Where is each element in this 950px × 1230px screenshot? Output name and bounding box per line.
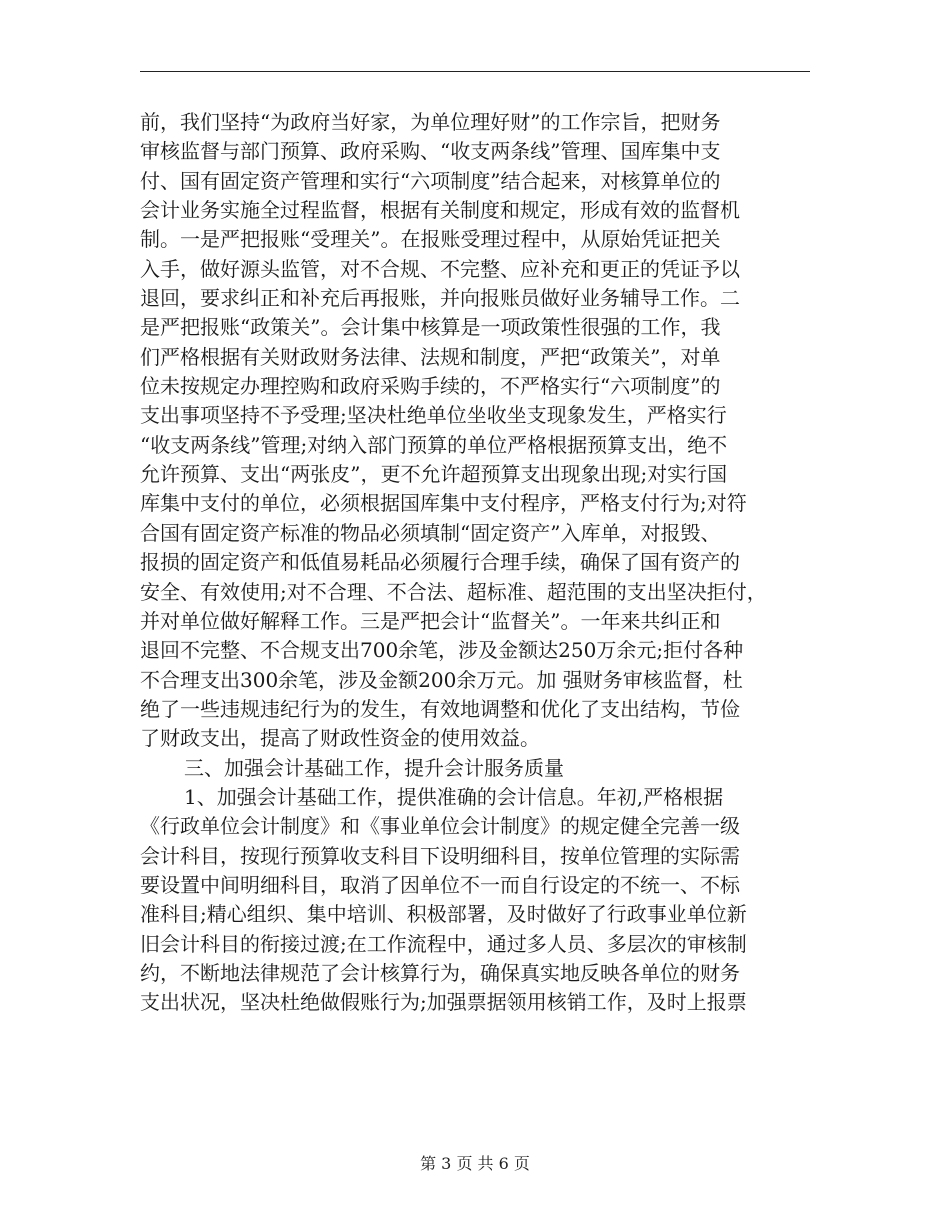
page-number: 第 3 页 共 6 页 (420, 1154, 530, 1173)
text-line: 前，我们坚持“为政府当好家，为单位理好财”的工作宗旨，把财务 (140, 110, 721, 134)
document-body (140, 108, 810, 1018)
text-line: 位未按规定办理控购和政府采购手续的，不严格实行“六项制度”的 (140, 374, 721, 399)
text-line: 不合理支出300余笔，涉及金额200余万元。加 强财务审核监督，杜 (140, 667, 743, 692)
text-line: 会计业务实施全过程监督，根据有关制度和规定，形成有效的监督机 (140, 198, 740, 223)
text-line: 会计科目，按现行预算收支科目下设明细科目，按单位管理的实际需 (140, 843, 740, 868)
text-line: 入手，做好源头监管，对不合规、不完整、应补充和更正的凭证予以 (140, 256, 740, 281)
header-rule (140, 71, 810, 72)
text-line: 安全、有效使用;对不合理、不合法、超标准、超范围的支出坚决拒付， (140, 579, 767, 604)
text-line: 付、国有固定资产管理和实行“六项制度”结合起来，对核算单位的 (140, 168, 721, 193)
text-line: 允许预算、支出“两张皮”，更不允许超预算支出现象出现;对实行国 (140, 462, 728, 487)
section-heading: 三、加强会计基础工作，提升会计服务质量 (184, 755, 564, 780)
text-line: 绝了一些违规违纪行为的发生，有效地调整和优化了支出结构，节俭 (140, 696, 740, 721)
text-line: “收支两条线”管理;对纳入部门预算的单位严格根据预算支出，绝不 (140, 432, 728, 457)
text-line: 1、加强会计基础工作，提供准确的会计信息。年初,严格根据 (184, 784, 724, 809)
text-line: 退回，要求纠正和补充后再报账，并向报账员做好业务辅导工作。二 (140, 286, 740, 311)
text-line: 是严把报账“政策关”。会计集中核算是一项政策性很强的工作，我 (140, 315, 721, 340)
text-line: 《行政单位会计制度》和《事业单位会计制度》的规定健全完善一级 (140, 814, 740, 839)
text-line: 们严格根据有关财政财务法律、法规和制度，严把“政策关”，对单 (140, 344, 721, 369)
text-line: 退回不完整、不合规支出700余笔，涉及金额达250万余元;拒付各种 (140, 638, 744, 663)
text-line: 支出事项坚持不予受理;坚决杜绝单位坐收坐支现象发生，严格实行 (140, 403, 727, 428)
text-line: 准科目;精心组织、集中培训、积极部署，及时做好了行政事业单位新 (140, 902, 747, 927)
text-line: 报损的固定资产和低值易耗品必须履行合理手续，确保了国有资产的 (140, 550, 740, 575)
text-line: 旧会计科目的衔接过渡;在工作流程中，通过多人员、多层次的审核制 (140, 931, 747, 956)
text-line: 并对单位做好解释工作。三是严把会计“监督关”。一年来共纠正和 (140, 608, 721, 633)
text-line: 合国有固定资产标准的物品必须填制“固定资产”入库单，对报毁、 (140, 520, 721, 545)
text-line: 支出状况，坚决杜绝做假账行为;加强票据领用核销工作，及时上报票 (140, 990, 747, 1015)
text-line: 了财政支出，提高了财政性资金的使用效益。 (140, 726, 540, 751)
text-line: 要设置中间明细科目，取消了因单位不一而自行设定的不统一、不标 (140, 872, 740, 897)
text-line: 制。一是严把报账“受理关”。在报账受理过程中，从原始凭证把关 (140, 227, 721, 252)
text-line: 库集中支付的单位，必须根据国库集中支付程序，严格支付行为;对符 (140, 491, 747, 516)
text-line: 审核监督与部门预算、政府采购、“收支两条线”管理、国库集中支 (140, 139, 721, 164)
text-line: 约，不断地法律规范了会计核算行为，确保真实地反映各单位的财务 (140, 960, 740, 985)
